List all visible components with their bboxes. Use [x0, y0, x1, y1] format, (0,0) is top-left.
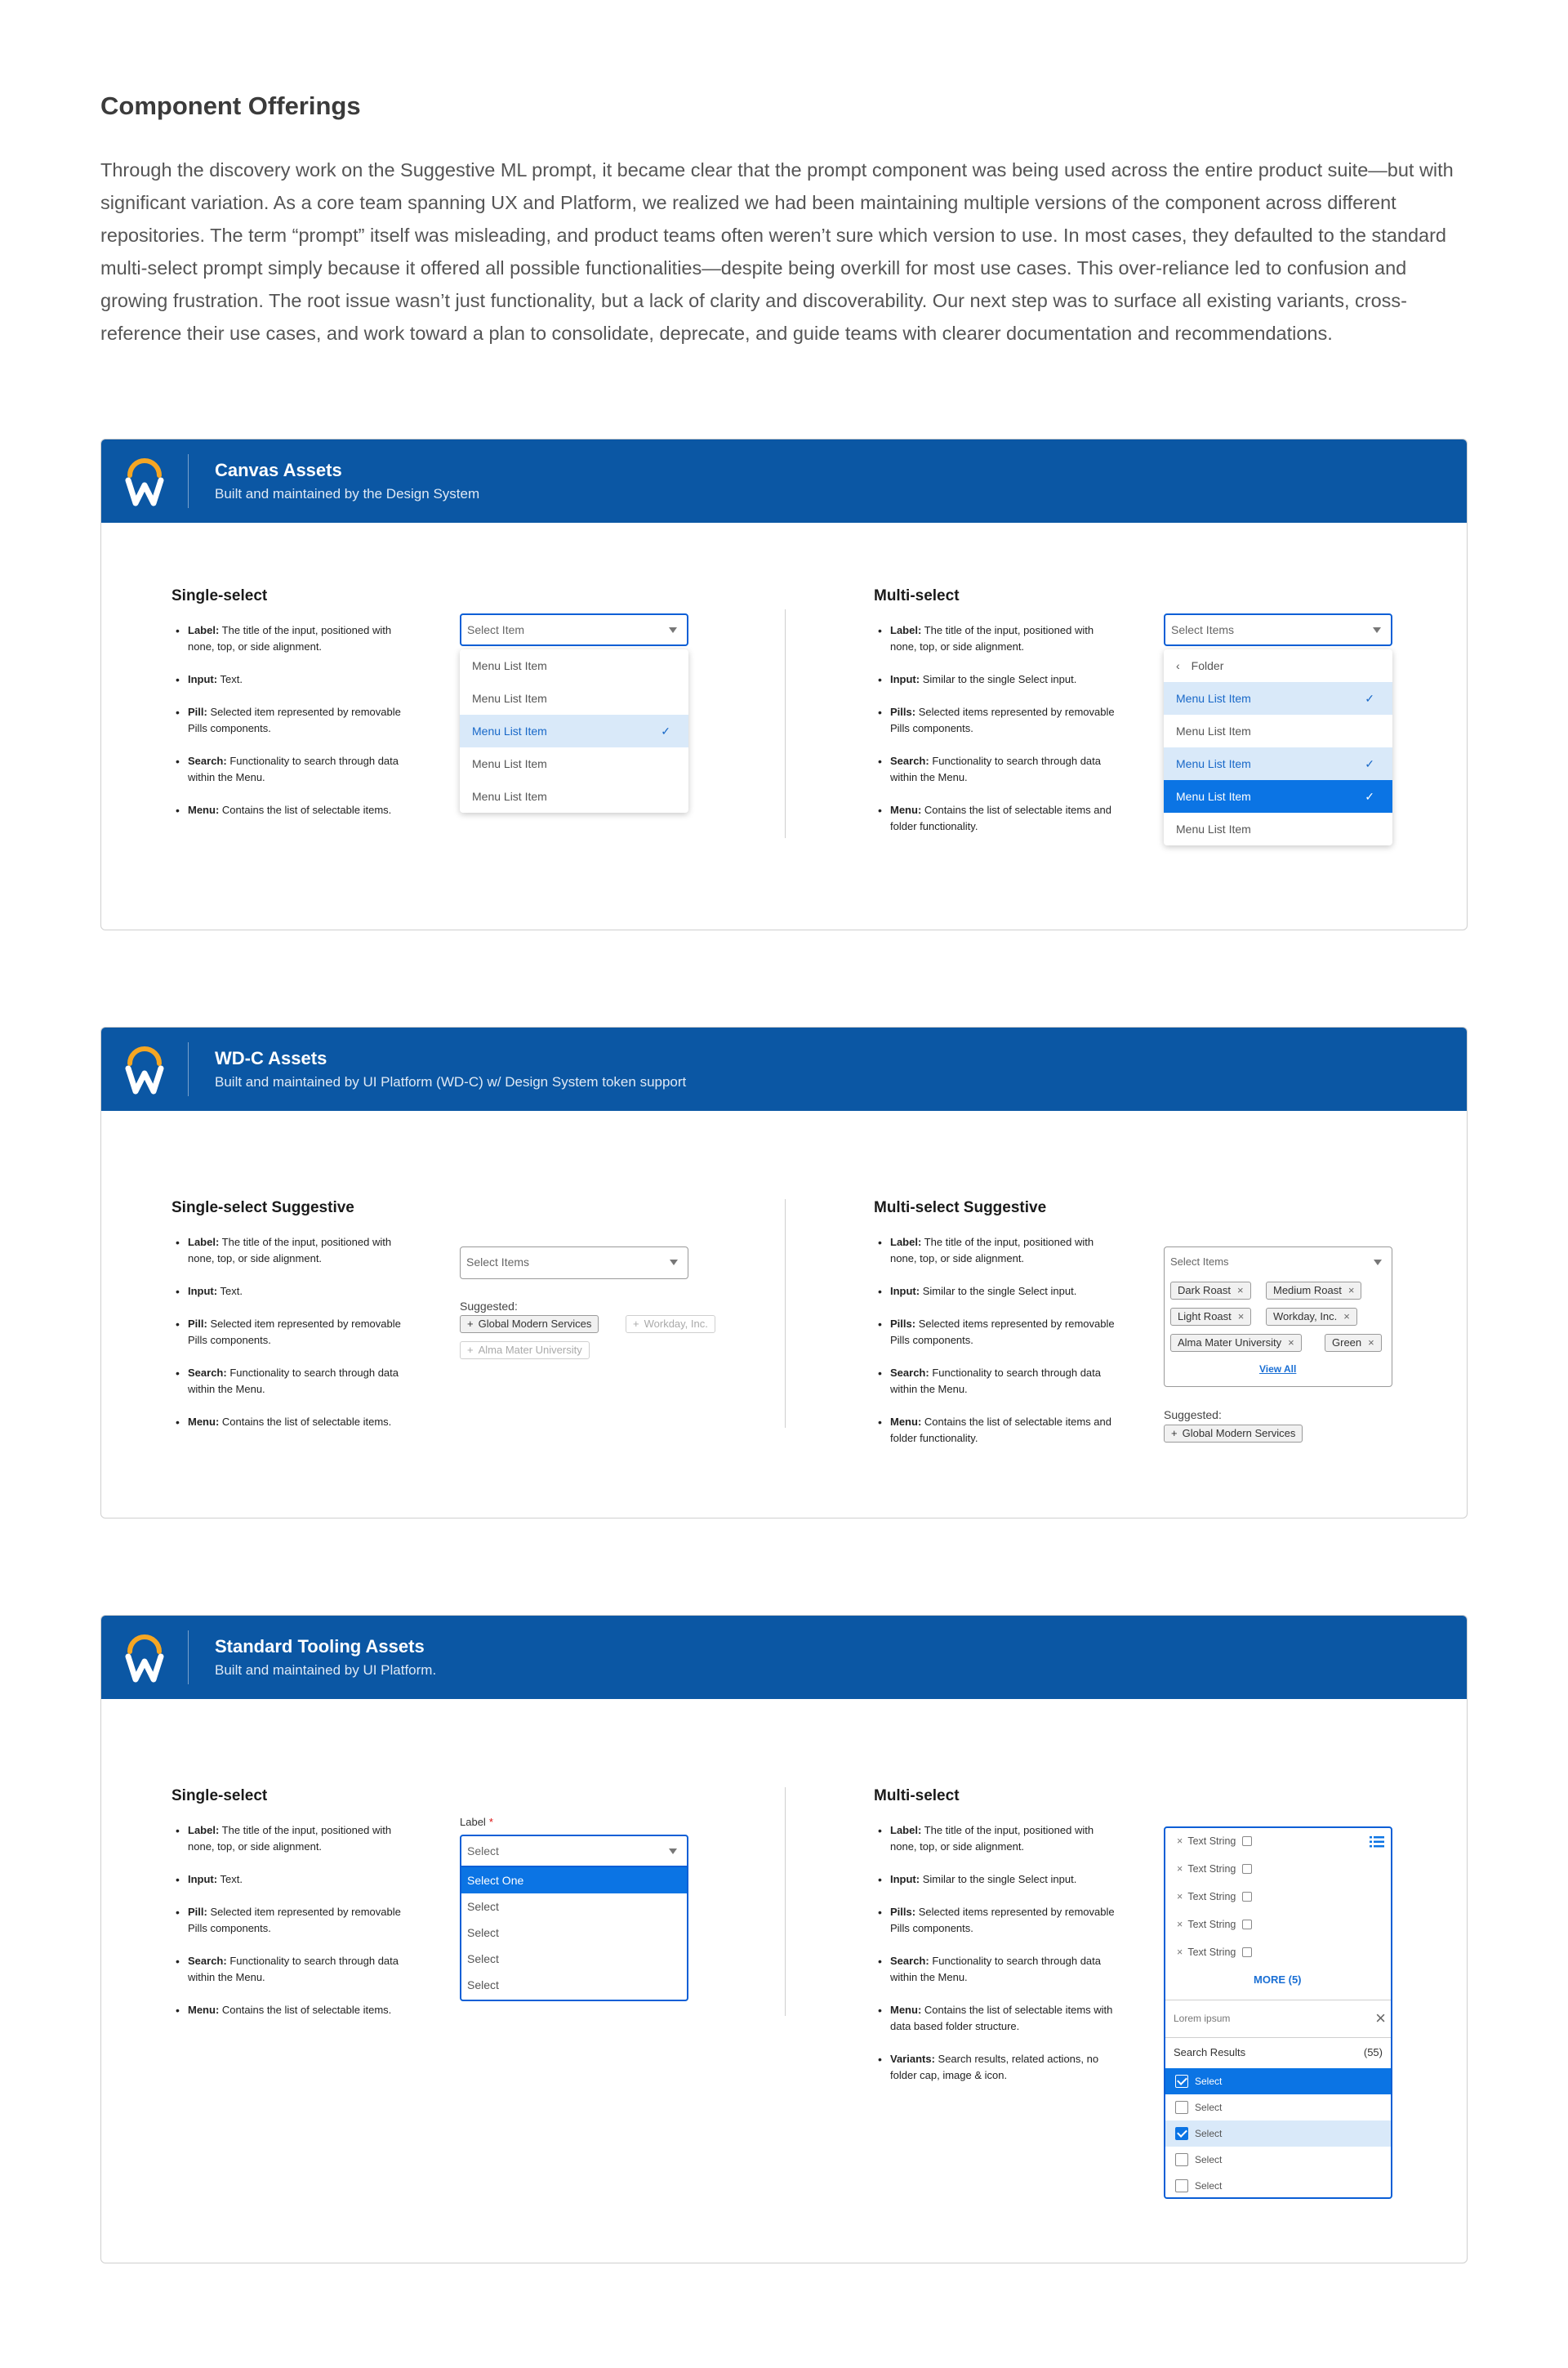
remove-icon[interactable]: ×	[1348, 1284, 1355, 1296]
selected-pill[interactable]: Dark Roast ×	[1170, 1282, 1251, 1300]
header-divider	[188, 454, 189, 508]
caret-down-icon	[669, 627, 677, 633]
menu-item[interactable]: Select	[467, 1926, 499, 1939]
select-placeholder: Select	[467, 1844, 499, 1857]
menu-list-item[interactable]: Menu List Item	[472, 757, 547, 770]
workday-logo-icon	[124, 456, 165, 506]
single-select-menu	[460, 649, 688, 813]
bullet-input: • Input: Text.	[172, 1871, 416, 1888]
page-heading: Component Offerings	[100, 91, 361, 120]
caret-down-icon	[1374, 1260, 1382, 1265]
suggested-label: Suggested:	[460, 1300, 518, 1313]
remove-icon[interactable]: ×	[1177, 1919, 1183, 1930]
external-link-icon[interactable]	[1242, 1864, 1252, 1874]
caret-down-icon	[669, 1848, 677, 1854]
standard-multi-select-panel	[1164, 1826, 1392, 2199]
selected-pill[interactable]: Workday, Inc. ×	[1266, 1308, 1357, 1326]
close-icon[interactable]: ×	[1375, 2008, 1386, 2028]
bullet-input: • Input: Similar to the single Select input.	[874, 1871, 1119, 1888]
selected-pill[interactable]: Light Roast ×	[1170, 1308, 1251, 1326]
bullet-pill: • Pill: Selected item represented by removable Pills components.	[172, 1316, 416, 1349]
remove-icon[interactable]: ×	[1288, 1336, 1294, 1349]
menu-list-item[interactable]: Menu List Item	[1176, 725, 1251, 738]
section-header-band	[101, 439, 1467, 523]
menu-item[interactable]: Select	[467, 1900, 499, 1913]
checkbox-checked-icon[interactable]	[1175, 2075, 1188, 2088]
selected-pill[interactable]: Medium Roast ×	[1266, 1282, 1361, 1300]
bullet-label: • Label: The title of the input, positioned with none, top, or side alignment.	[172, 1822, 416, 1855]
header-divider	[188, 1630, 189, 1684]
checkbox-option-selected[interactable]: Select	[1165, 2120, 1391, 2147]
section-subtitle: Built and maintained by UI Platform.	[215, 1662, 437, 1678]
bullet-pills: • Pills: Selected items represented by removable Pills components.	[874, 704, 1119, 737]
remove-icon[interactable]: ×	[1177, 1863, 1183, 1875]
bullet-variants: • Variants: Search results, related actions, no folder cap, image & icon.	[874, 2051, 1119, 2084]
section-title: WD-C Assets	[215, 1048, 327, 1068]
plus-icon: +	[633, 1318, 639, 1330]
section-header-band	[101, 1616, 1467, 1699]
checkbox-icon[interactable]	[1175, 2101, 1188, 2114]
single-select-bullets	[172, 1822, 416, 2035]
select-placeholder: Select Items	[1171, 623, 1235, 636]
section-subtitle: Built and maintained by the Design System	[215, 486, 480, 502]
checkbox-icon[interactable]	[1175, 2179, 1188, 2192]
multi-select-menu	[1164, 649, 1392, 845]
external-link-icon[interactable]	[1242, 1947, 1252, 1957]
view-all-link[interactable]: View All	[1259, 1363, 1297, 1375]
remove-icon[interactable]: ×	[1368, 1336, 1374, 1349]
suggestion-pill-disabled: + Alma Mater University	[460, 1341, 590, 1359]
single-select-title: Single-select	[172, 587, 268, 604]
more-link[interactable]: MORE (5)	[1254, 1973, 1302, 1986]
external-link-icon[interactable]	[1242, 1920, 1252, 1929]
bullet-label: • Label: The title of the input, positioned with none, top, or side alignment.	[874, 1822, 1119, 1855]
bullet-label: • Label: The title of the input, positioned with none, top, or side alignment.	[874, 1234, 1119, 1267]
bullet-search: • Search: Functionality to search through data within the Menu.	[172, 1953, 416, 1986]
column-divider	[785, 609, 786, 838]
menu-item-active[interactable]: Select One	[461, 1867, 687, 1893]
suggestion-pill[interactable]: + Global Modern Services	[460, 1315, 599, 1333]
menu-item[interactable]: Select	[467, 1978, 499, 1991]
search-input[interactable]: Lorem ipsum	[1174, 2013, 1231, 2024]
external-link-icon[interactable]	[1242, 1892, 1252, 1902]
menu-list-item-active[interactable]: Menu List Item ✓	[1164, 780, 1392, 813]
section-title: Standard Tooling Assets	[215, 1636, 425, 1657]
intro-paragraph: Through the discovery work on the Suggestive ML prompt, it became clear that the prompt component was being used across the entire product suite—but with significant variation. As a core team spanning UX and Platform, we realized we had been maintaining multiple versions of the component across different repositories. The term “prompt” itself was misleading, and product teams often weren’t sure which version to use. In most cases, they defaulted to the standard multi-select prompt simply because it offered all possible functionalities—despite being overkill for most use cases. This over-reliance led to confusion and growing frustration. The root issue wasn’t just functionality, but a lack of clarity and discoverability. Our next step was to surface all existing variants, cross-reference their use cases, and work toward a plan to consolidate, deprecate, and guide teams with clearer documentation and recommendations.	[100, 159, 1454, 344]
bullet-search: • Search: Functionality to search through data within the Menu.	[172, 1365, 416, 1398]
check-icon: ✓	[1365, 692, 1374, 705]
bullet-pill: • Pill: Selected item represented by removable Pills components.	[172, 704, 416, 737]
checkbox-option[interactable]: Select	[1165, 2173, 1391, 2199]
single-select-suggestive-input[interactable]	[460, 1246, 688, 1279]
column-divider	[785, 1787, 786, 2016]
checkbox-checked-icon[interactable]	[1175, 2127, 1188, 2140]
bullet-input: • Input: Similar to the single Select input.	[874, 671, 1119, 688]
select-placeholder: Select Items	[1170, 1255, 1229, 1268]
bullet-search: • Search: Functionality to search through data within the Menu.	[874, 1953, 1119, 1986]
menu-list-item[interactable]: Menu List Item	[472, 790, 547, 803]
select-placeholder: Select Items	[466, 1255, 530, 1269]
selected-pill[interactable]: Green ×	[1325, 1334, 1382, 1352]
menu-item[interactable]: Select	[467, 1952, 499, 1965]
text-string-pill[interactable]: × Text String	[1177, 1916, 1252, 1933]
multi-select-input[interactable]	[1164, 613, 1392, 646]
required-asterisk: *	[488, 1816, 493, 1828]
checkbox-icon[interactable]	[1175, 2153, 1188, 2166]
menu-list-item-selected[interactable]: Menu List Item ✓	[460, 715, 688, 747]
select-placeholder: Select Item	[467, 623, 525, 636]
menu-list-item[interactable]: Menu List Item	[1176, 823, 1251, 836]
bullet-menu: • Menu: Contains the list of selectable items.	[172, 802, 416, 818]
menu-list-item-selected[interactable]: Menu List Item ✓	[1164, 682, 1392, 715]
checkbox-option-active[interactable]: Select	[1165, 2068, 1391, 2094]
bullet-pills: • Pills: Selected items represented by removable Pills components.	[874, 1316, 1119, 1349]
separator	[1165, 2037, 1391, 2038]
check-icon: ✓	[1365, 790, 1374, 803]
check-icon: ✓	[1365, 757, 1374, 770]
section-header-band	[101, 1028, 1467, 1111]
folder-back-item[interactable]: ‹ Folder	[1164, 649, 1392, 682]
check-icon: ✓	[661, 725, 670, 738]
standard-single-select-menu	[460, 1867, 688, 2001]
multi-select-title: Multi-select	[874, 587, 960, 604]
list-view-icon[interactable]	[1370, 1836, 1384, 1848]
standard-single-select-input[interactable]	[460, 1835, 688, 1867]
bullet-pill: • Pill: Selected item represented by removable Pills components.	[172, 1904, 416, 1937]
multi-select-suggestive-input[interactable]	[1164, 1246, 1392, 1387]
plus-icon: +	[467, 1318, 474, 1330]
checkbox-option[interactable]: Select	[1165, 2147, 1391, 2173]
single-select-bullets	[172, 622, 416, 835]
selected-pill[interactable]: Alma Mater University ×	[1170, 1334, 1302, 1352]
text-string-pill[interactable]: × Text String	[1177, 1861, 1252, 1877]
plus-icon: +	[467, 1344, 474, 1356]
single-select-title: Single-select	[172, 1787, 268, 1804]
bullet-input: • Input: Text.	[172, 671, 416, 688]
caret-down-icon	[1373, 627, 1381, 633]
workday-logo-icon	[124, 1044, 165, 1095]
multi-select-title: Multi-select	[874, 1787, 960, 1804]
bullet-menu: • Menu: Contains the list of selectable items.	[172, 2002, 416, 2018]
column-divider	[785, 1199, 786, 1428]
remove-icon[interactable]: ×	[1177, 1947, 1183, 1958]
single-select-input[interactable]	[460, 613, 688, 646]
bullet-search: • Search: Functionality to search through data within the Menu.	[874, 753, 1119, 786]
text-string-pill[interactable]: × Text String	[1177, 1889, 1252, 1905]
bullet-search: • Search: Functionality to search through data within the Menu.	[874, 1365, 1119, 1398]
bullet-label: • Label: The title of the input, positioned with none, top, or side alignment.	[172, 1234, 416, 1267]
text-string-pill[interactable]: × Text String	[1177, 1833, 1252, 1849]
remove-icon[interactable]: ×	[1177, 1835, 1183, 1847]
search-results-count: (55)	[1363, 2046, 1383, 2058]
single-select-suggestive-title: Single-select Suggestive	[172, 1199, 354, 1216]
bullet-input: • Input: Similar to the single Select input.	[874, 1283, 1119, 1300]
remove-icon[interactable]: ×	[1237, 1284, 1244, 1296]
bullet-search: • Search: Functionality to search through data within the Menu.	[172, 753, 416, 786]
menu-list-item[interactable]: Menu List Item	[472, 692, 547, 705]
menu-list-item-selected[interactable]: Menu List Item ✓	[1164, 747, 1392, 780]
standard-tooling-section	[100, 1615, 1468, 2263]
wdc-assets-section	[100, 1027, 1468, 1518]
bullet-menu: • Menu: Contains the list of selectable items and folder functionality.	[874, 1414, 1119, 1447]
section-subtitle: Built and maintained by UI Platform (WD-C) w/ Design System token support	[215, 1074, 687, 1090]
bullet-label: • Label: The title of the input, positioned with none, top, or side alignment.	[874, 622, 1119, 655]
bullet-menu: • Menu: Contains the list of selectable items and folder functionality.	[874, 802, 1119, 835]
single-select-bullets	[172, 1234, 416, 1447]
bullet-pills: • Pills: Selected items represented by removable Pills components.	[874, 1904, 1119, 1937]
menu-list-item[interactable]: Menu List Item	[472, 659, 547, 672]
multi-select-suggestive-title: Multi-select Suggestive	[874, 1199, 1047, 1216]
section-title: Canvas Assets	[215, 460, 342, 480]
workday-logo-icon	[124, 1632, 165, 1683]
search-results-label: Search Results	[1174, 2046, 1246, 2058]
text-string-pill[interactable]: × Text String	[1177, 1944, 1252, 1960]
field-label: Label *	[460, 1816, 493, 1828]
chevron-left-icon: ‹	[1176, 659, 1180, 672]
remove-icon[interactable]: ×	[1177, 1891, 1183, 1902]
multi-select-bullets	[874, 1822, 1119, 2100]
bullet-label: • Label: The title of the input, positioned with none, top, or side alignment.	[172, 622, 416, 655]
checkbox-option[interactable]: Select	[1165, 2094, 1391, 2120]
suggestion-pill[interactable]: + Global Modern Services	[1164, 1425, 1303, 1443]
header-divider	[188, 1042, 189, 1096]
caret-down-icon	[670, 1260, 678, 1265]
plus-icon: +	[1171, 1427, 1178, 1439]
bullet-input: • Input: Text.	[172, 1283, 416, 1300]
remove-icon[interactable]: ×	[1343, 1310, 1350, 1322]
bullet-menu: • Menu: Contains the list of selectable items.	[172, 1414, 416, 1430]
suggested-label: Suggested:	[1164, 1408, 1222, 1421]
canvas-assets-section	[100, 439, 1468, 930]
multi-select-bullets	[874, 622, 1119, 851]
remove-icon[interactable]: ×	[1237, 1310, 1245, 1322]
suggestion-pill-disabled: + Workday, Inc.	[626, 1315, 715, 1333]
multi-select-bullets	[874, 1234, 1119, 1463]
bullet-menu: • Menu: Contains the list of selectable items with data based folder structure.	[874, 2002, 1119, 2035]
external-link-icon[interactable]	[1242, 1836, 1252, 1846]
